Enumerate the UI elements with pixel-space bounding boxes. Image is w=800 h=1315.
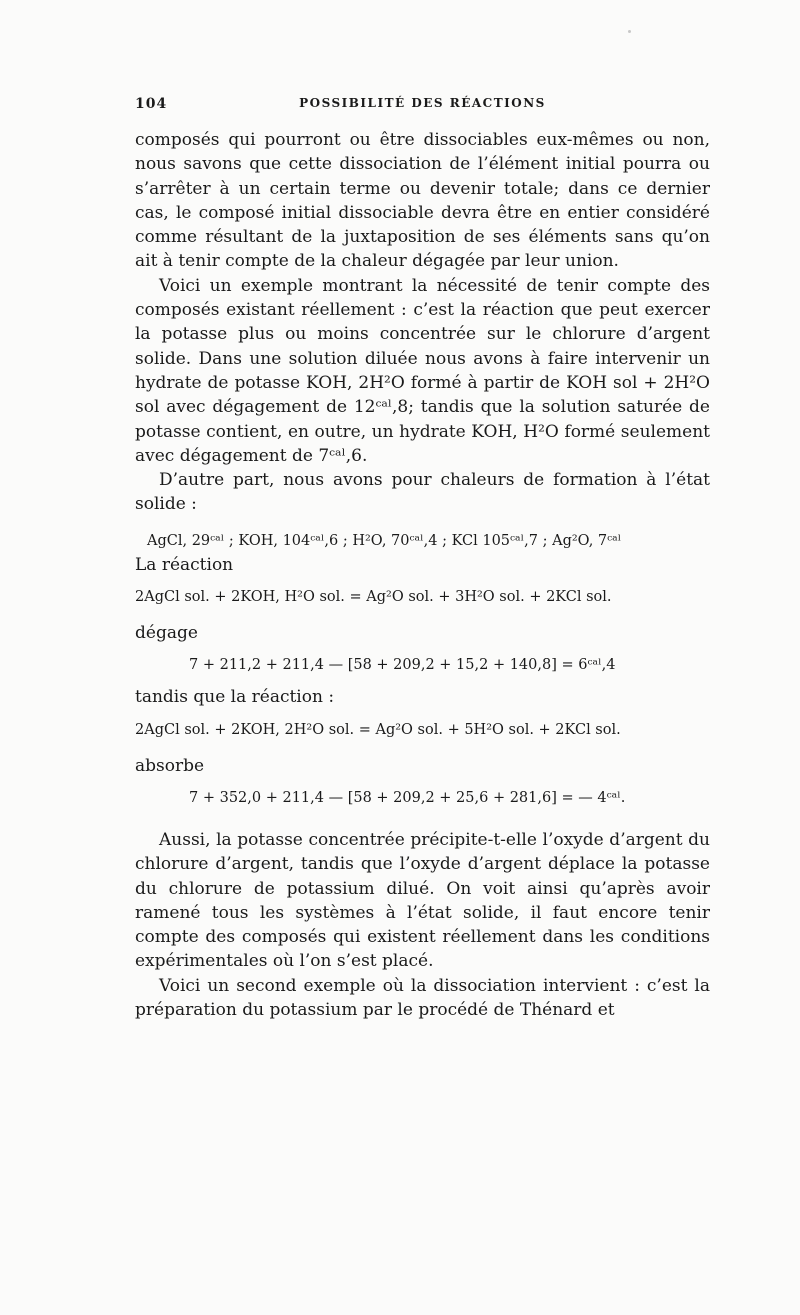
formation-heats-line: AgCl, 29ᶜᵃˡ ; KOH, 104ᶜᵃˡ,6 ; H²O, 70ᶜᵃˡ,4 ; KCl 105ᶜᵃˡ,7 ; Ag²O, 7ᶜᵃˡ [147,532,622,549]
reaction-equation-1: 2AgCl sol. + 2KOH, H²O sol. = Ag²O sol. + 3H²O sol. + 2KCl sol. [135,589,612,606]
paragraph-second-example: Voici un second exemple où la dissociation intervient : c’est la préparation du potassium par le procédé de Thénard et [135,975,710,1021]
paragraph-continuation: composés qui pourront ou être dissociables eux-mêmes ou non, nous savons que cette dissociation de l’élément initial pourra ou s’arrêter à un certain terme ou devenir totale; dans ce dernier cas, le composé initial dissociable devra être en entier considéré comme résultant de la juxtaposition de ses éléments sans qu’on ait à tenir compte de la chaleur dégagée par leur union. [135,130,710,272]
body-text [135,128,710,1022]
tandis-label: tandis que la réaction : [135,687,335,708]
paragraph-conclusion: Aussi, la potasse concentrée précipite-t-elle l’oxyde d’argent du chlorure d’argent, tandis que l’oxyde d’argent déplace la potasse du chlorure de potassium dilué. On voit ainsi qu’après avoir ramené tous les systèmes à l’état solide, il faut encore tenir compte des composés qui existent réellement dans les conditions expérimentales où l’on s’est placé. [135,829,710,972]
paper-speck [628,30,631,33]
paragraph-example-intro: Voici un exemple montrant la nécessité de tenir compte des composés existant réellement : c’est la réaction que peut exercer la potasse plus ou moins concentrée sur le chlorure d’argent solide. Dans une solution diluée nous avons à faire intervenir un hydrate de potasse KOH, 2H²O formé à partir de KOH sol + 2H²O sol avec dégagement de 12ᶜᵃˡ,8; tandis que la solution saturée de potasse contient, en outre, un hydrate KOH, H²O formé seulement avec dégagement de 7ᶜᵃˡ,6. [135,275,710,466]
heat-calculation-2: 7 + 352,0 + 211,4 — [58 + 209,2 + 25,6 + 281,6] = — 4ᶜᵃˡ. [189,789,626,806]
heat-calculation-1: 7 + 211,2 + 211,4 — [58 + 209,2 + 15,2 + 140,8] = 6ᶜᵃˡ,4 [189,657,616,674]
page-content [135,96,710,1022]
page-header [135,96,710,120]
page-number: 104 [135,96,168,112]
reaction-equation-2: 2AgCl sol. + 2KOH, 2H²O sol. = Ag²O sol. + 5H²O sol. + 2KCl sol. [135,721,621,738]
degage-label: dégage [135,623,198,644]
running-title: POSSIBILITÉ DES RÉACTIONS [299,96,546,110]
absorbe-label: absorbe [135,755,205,776]
la-reaction-label: La réaction [135,554,234,575]
paragraph-formation-heats: D’autre part, nous avons pour chaleurs de formation à l’état solide : [135,470,710,515]
